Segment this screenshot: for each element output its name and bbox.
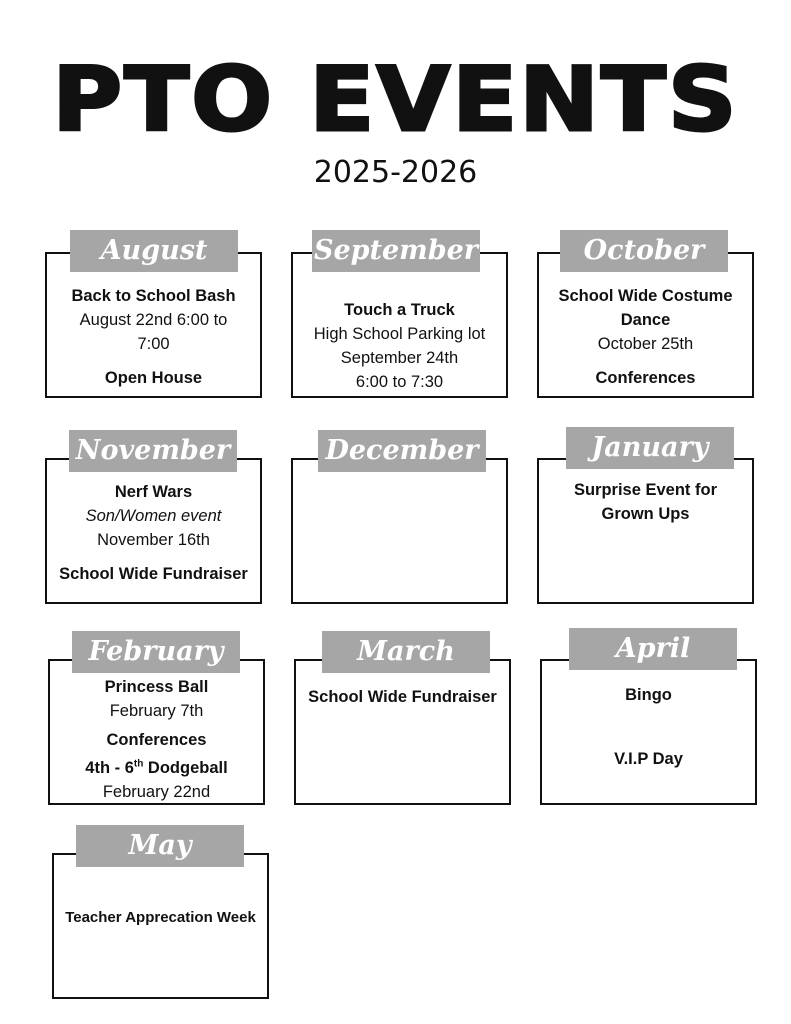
event-detail: 7:00 [137,335,170,353]
month-card-march [294,659,511,805]
month-tab-january: January [566,427,734,469]
month-tab-march: March [322,631,490,673]
event-detail: February 7th [109,702,204,720]
event-dodgeball: 4th - 6th Dodgeball [85,758,228,777]
event-fundraiser: School Wide Fundraiser [59,565,248,583]
event-bingo: Bingo [625,686,672,704]
event-detail: 6:00 to 7:30 [355,373,444,391]
event-back-to-school-bash: Back to School Bash [71,287,236,305]
event-detail: October 25th [597,335,694,353]
month-card-may [52,853,269,999]
month-tab-august: August [70,230,238,272]
month-tab-may: May [76,825,244,867]
month-card-february [48,659,265,805]
month-tab-april: April [569,628,737,670]
month-card-november [45,458,262,604]
month-card-april [540,659,757,805]
month-card-december [291,458,508,604]
month-tab-november: November [69,430,237,472]
event-touch-a-truck: Touch a Truck [344,301,455,319]
event-vip-day: V.I.P Day [614,750,683,768]
event-princess-ball: Princess Ball [104,678,209,696]
month-tab-february: February [72,631,240,673]
school-year: 2025-2026 [313,155,478,190]
event-costume-dance: Dance [620,311,671,329]
month-card-october [537,252,754,398]
month-tab-september: September [312,230,480,272]
event-open-house: Open House [104,369,203,387]
event-conferences: Conferences [595,369,696,387]
page-title: PTO EVENTS [52,48,739,151]
month-tab-december: December [318,430,486,472]
event-fundraiser: School Wide Fundraiser [308,688,497,706]
event-surprise: Grown Ups [601,505,690,523]
month-card-september [291,252,508,398]
month-card-january [537,458,754,604]
month-card-august [45,252,262,398]
event-detail: August 22nd 6:00 to [79,311,228,329]
event-surprise: Surprise Event for [573,481,718,499]
event-detail: High School Parking lot [313,325,486,343]
event-nerf-wars: Nerf Wars [114,483,193,501]
event-teacher-appreciation: Teacher Apprecation Week [65,909,256,926]
event-conferences: Conferences [106,731,207,749]
event-costume-dance: School Wide Costume [558,287,733,305]
month-tab-october: October [560,230,728,272]
event-detail: September 24th [340,349,459,367]
event-detail: November 16th [97,531,210,549]
event-detail: Son/Women event [85,507,222,525]
event-detail: February 22nd [102,783,211,801]
